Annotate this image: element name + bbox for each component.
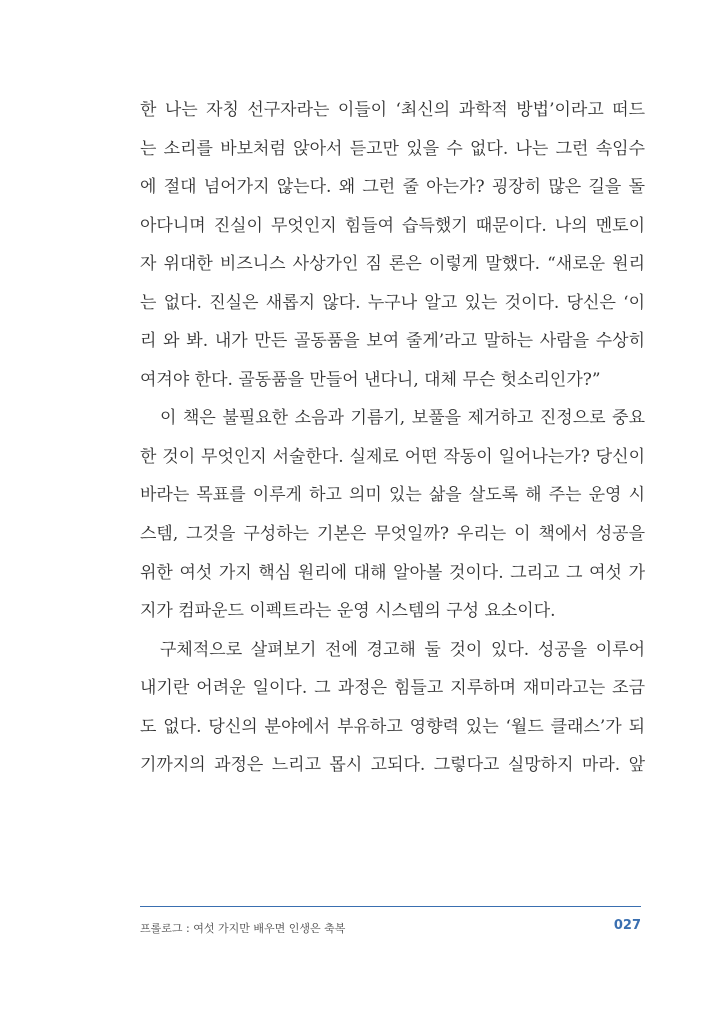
text-line: 지가 컴파운드 이펙트라는 운영 시스템의 구성 요소이다. bbox=[140, 601, 556, 622]
text-line: 아다니며 진실이 무엇인지 힘들여 습득했기 때문이다. 나의 멘토이 bbox=[140, 215, 645, 236]
text-line: 한 것이 무엇인지 서술한다. 실제로 어떤 작동이 일어나는가? 당신이 bbox=[140, 446, 645, 467]
text-line: 에 절대 넘어가지 않는다. 왜 그런 줄 아는가? 굉장히 많은 길을 돌 bbox=[140, 177, 645, 198]
body-text bbox=[140, 91, 645, 785]
text-line: 여겨야 한다. 골동품을 만들어 낸다니, 대체 무슨 헛소리인가?” bbox=[140, 369, 601, 390]
text-line: 자 위대한 비즈니스 사상가인 짐 론은 이렇게 말했다. “새로운 원리 bbox=[140, 254, 645, 275]
text-line: 는 없다. 진실은 새롭지 않다. 누구나 알고 있는 것이다. 당신은 ‘이 bbox=[140, 292, 645, 313]
text-line: 위한 여섯 가지 핵심 원리에 대해 알아볼 것이다. 그리고 그 여섯 가 bbox=[140, 562, 645, 583]
text-line: 한 나는 자칭 선구자라는 이들이 ‘최신의 과학적 방법’이라고 떠드 bbox=[140, 100, 645, 120]
text-line: 스템, 그것을 구성하는 기본은 무엇일까? 우리는 이 책에서 성공을 bbox=[140, 524, 645, 545]
footer-divider bbox=[140, 906, 641, 907]
text-line: 기까지의 과정은 느리고 몹시 고되다. 그렇다고 실망하지 마라. 앞 bbox=[140, 755, 645, 776]
text-line: 구체적으로 살펴보기 전에 경고해 둘 것이 있다. 성공을 이루어 bbox=[160, 639, 645, 660]
text-line: 는 소리를 바보처럼 앉아서 듣고만 있을 수 없다. 나는 그런 속임수 bbox=[140, 138, 645, 159]
text-line: 내기란 어려운 일이다. 그 과정은 힘들고 지루하며 재미라고는 조금 bbox=[140, 678, 645, 699]
text-line: 리 와 봐. 내가 만든 골동품을 보여 줄게’라고 말하는 사람을 수상히 bbox=[140, 331, 645, 352]
text-line: 도 없다. 당신의 분야에서 부유하고 영향력 있는 ‘월드 클래스’가 되 bbox=[140, 716, 645, 737]
running-footer-title: 프롤로그 : 여섯 가지만 배우면 인생은 축복 bbox=[140, 922, 346, 935]
text-line: 바라는 목표를 이루게 하고 의미 있는 삶을 살도록 해 주는 운영 시 bbox=[140, 485, 645, 506]
text-line: 이 책은 불필요한 소음과 기름기, 보풀을 제거하고 진정으로 중요 bbox=[160, 408, 645, 429]
page-number: 027 bbox=[613, 918, 641, 933]
